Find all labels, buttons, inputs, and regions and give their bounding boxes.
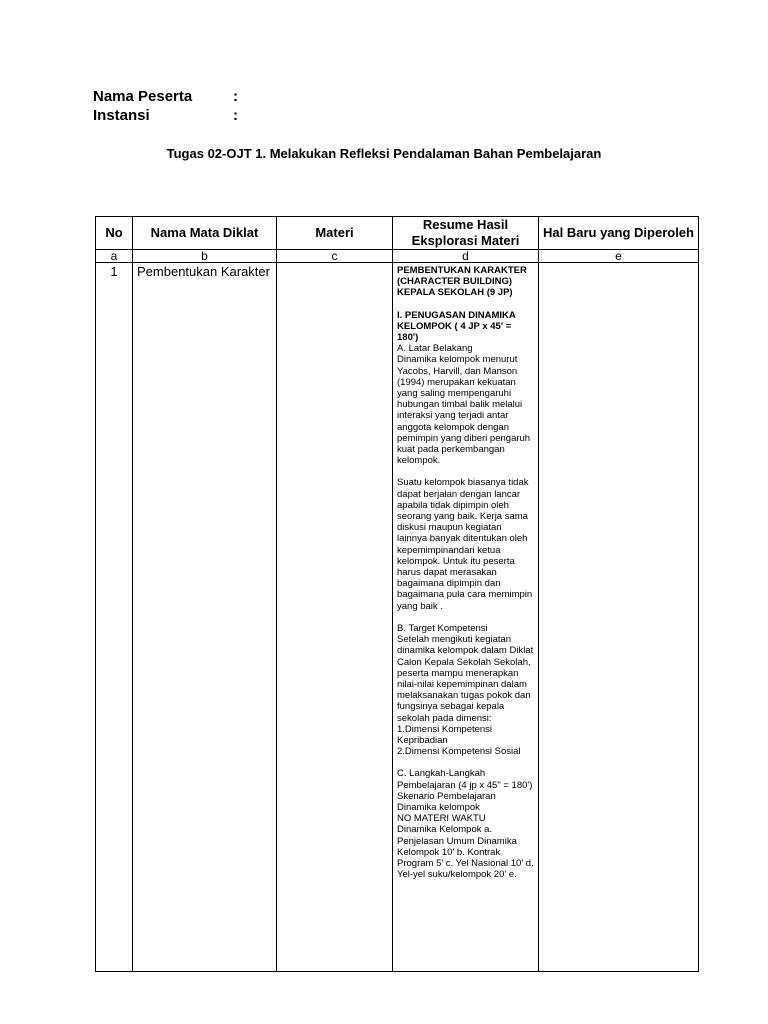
instansi-label: Instansi xyxy=(93,107,150,124)
column-letter-e: e xyxy=(539,250,699,263)
nama-peserta-row xyxy=(93,88,238,105)
resume-paragraph-kepemimpinan: Suatu kelompok biasanya tidak dapat berjalan dengan lancar apabila tidak dipimpin oleh seorang yang baik. Kerja sama diskusi maupun kegiatan lainnya banyak ditentukan oleh kepemimpinandari ketua kelompok. Untuk itu peserta harus dapat merasakan bagaimana dipimpin dan bagaimana pula cara memimpin yang baik . xyxy=(397,477,533,612)
row-number: 1 xyxy=(96,263,133,972)
row-materi xyxy=(277,263,393,972)
resume-target-kompetensi: B. Target Kompetensi Setelah mengikuti kegiatan dinamika kelompok dalam Diklat Calon Kepala Sekolah Sekolah, peserta mampu menerapkan nilai-nilai kepemimpinan dalam melaksanakan tugas pokok dan fungsinya sebagai kepala sekolah pada dimensi: 1.Dimensi Kompetensi Kepribadian 2.Dimensi Kompetensi Sosial xyxy=(397,622,534,758)
nama-peserta-colon: : xyxy=(233,88,238,105)
nama-peserta-label: Nama Peserta xyxy=(93,88,193,105)
column-header-no: No xyxy=(96,217,133,250)
instansi-colon: : xyxy=(233,107,238,124)
table-row xyxy=(96,263,699,972)
resume-title: PEMBENTUKAN KARAKTER (CHARACTER BUILDING) KEPALA SEKOLAH (9 JP) xyxy=(397,265,527,299)
column-header-materi: Materi xyxy=(277,217,393,250)
resume-section1-title: I. PENUGASAN DINAMIKA KELOMPOK ( 4 JP x 45' = 180') xyxy=(397,309,516,344)
column-letter-a: a xyxy=(96,250,133,263)
document-title: Tugas 02-OJT 1. Melakukan Refleksi Pendalaman Bahan Pembelajaran xyxy=(166,146,602,161)
row-resume xyxy=(393,263,539,972)
column-header-resume: Resume Hasil Eksplorasi Materi xyxy=(393,217,539,250)
column-letter-row xyxy=(96,250,699,263)
column-header-hal-baru: Hal Baru yang Diperoleh xyxy=(539,217,699,250)
column-header-nama-mata-diklat: Nama Mata Diklat xyxy=(133,217,277,250)
row-hal-baru xyxy=(539,263,699,972)
column-letter-d: d xyxy=(393,250,539,263)
instansi-row xyxy=(93,107,238,124)
row-nama-mata-diklat: Pembentukan Karakter xyxy=(133,263,277,972)
reflection-table xyxy=(95,216,699,972)
resume-langkah-pembelajaran: C. Langkah-Langkah Pembelajaran (4 jp x 45" = 180') Skenario Pembelajaran Dinamika kelompok NO MATERI WAKTU Dinamika Kelompok a. Penjelasan Umum Dinamika Kelompok 10' b. Kontrak Program 5' c. Yel Nasional 10' d. Yel-yel suku/kelompok 20' e. xyxy=(397,768,534,881)
table-header-row xyxy=(96,217,699,250)
column-letter-b: b xyxy=(133,250,277,263)
resume-section-dinamika xyxy=(397,310,534,467)
resume-latar-belakang: A. Latar Belakang Dinamika kelompok menurut Yacobs, Harvill, dan Manson (1994) merupakan kekuatan yang saling mempengaruhi hubungan timbal balik melalui interaksi yang terjadi antar anggota kelompok dengan pemimpin yang diberi pengaruh kuat pada perkembangan kelompok. xyxy=(397,343,531,467)
column-letter-c: c xyxy=(277,250,393,263)
